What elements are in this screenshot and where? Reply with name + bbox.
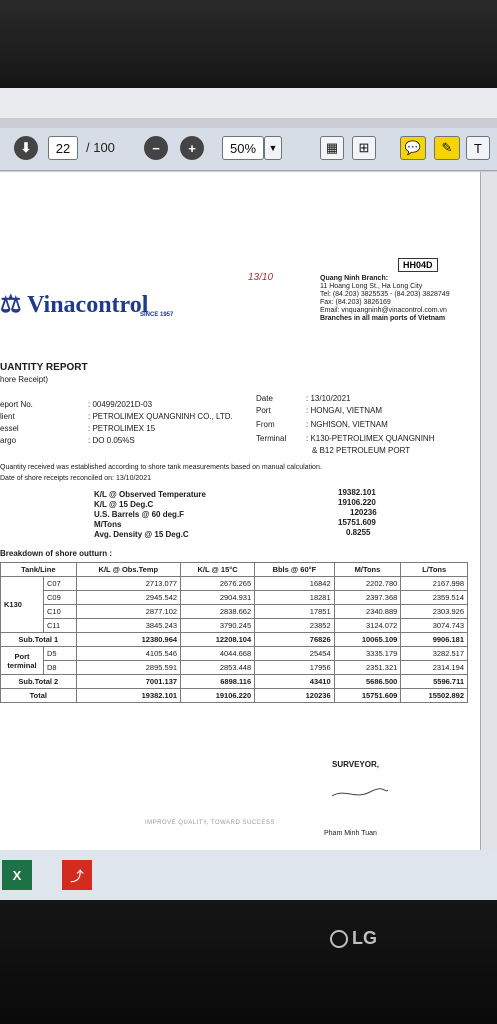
field-value: : HONGAI, VIETNAM	[306, 406, 383, 415]
value-cell: 7001.137	[76, 675, 180, 689]
summary-label: U.S. Barrels @ 60 deg.F	[94, 510, 185, 519]
form-code: HH04D	[398, 258, 438, 272]
table-row	[1, 605, 468, 619]
value-cell: 3845.243	[76, 619, 180, 633]
field-value: : DO 0.05%S	[88, 436, 135, 445]
value-cell: 3074.743	[401, 619, 468, 633]
document-page	[0, 172, 480, 852]
company-logo: ⚖ Vinacontrol	[0, 292, 149, 318]
value-cell: 2853.448	[181, 661, 255, 675]
value-cell: 12380.964	[76, 633, 180, 647]
value-cell: 2676.265	[181, 577, 255, 591]
signer-name: Pham Minh Tuan	[324, 830, 377, 837]
branch-address: 11 Hoang Long St., Ha Long City	[320, 283, 423, 290]
branch-list: Branches in all main ports of Vietnam	[320, 315, 446, 322]
field-value: : PETROLIMEX QUANGNINH CO., LTD.	[88, 412, 233, 421]
summary-label: K/L @ Observed Temperature	[94, 490, 206, 499]
header-cell: K/L @ Obs.Temp	[76, 563, 180, 577]
summary-value: 19382.101	[338, 488, 376, 497]
field-label: essel	[0, 424, 19, 433]
terminal-line2: & B12 PETROLEUM PORT	[312, 446, 411, 455]
summary-value: 120236	[350, 508, 377, 517]
vertical-scrollbar[interactable]	[480, 172, 497, 852]
value-cell: 9906.181	[401, 633, 468, 647]
field-label: Date	[256, 394, 273, 403]
pdf-toolbar	[0, 128, 497, 171]
value-cell: 3335.179	[334, 647, 401, 661]
value-cell: 19382.101	[76, 689, 180, 703]
field-label: Terminal	[256, 434, 287, 443]
company-since: SINCE 1957	[140, 312, 174, 318]
branch-email: Email: vnquangninh@vinacontrol.com.vn	[320, 307, 447, 314]
branch-fax: Fax: (84.203) 3826169	[320, 299, 391, 306]
screen	[0, 88, 497, 900]
summary-value: 19106.220	[338, 498, 376, 507]
report-subtitle: hore Receipt)	[0, 375, 49, 384]
breakdown-title: Breakdown of shore outturn :	[0, 549, 112, 558]
value-cell: 2167.998	[401, 577, 468, 591]
total-row	[1, 689, 468, 703]
value-cell: 2314.194	[401, 661, 468, 675]
table-row	[1, 619, 468, 633]
value-cell: 2202.780	[334, 577, 401, 591]
value-cell: 15751.609	[334, 689, 401, 703]
value-cell: 2397.368	[334, 591, 401, 605]
tank-cell: D5	[44, 647, 77, 661]
fit-page-icon[interactable]: ▦	[320, 136, 344, 160]
branch-tel: Tel: (84.203) 3825535 - (84.203) 3828749	[320, 291, 450, 298]
value-cell: 2340.889	[334, 605, 401, 619]
value-cell: 3282.517	[401, 647, 468, 661]
field-label: eport No.	[0, 400, 33, 409]
value-cell: 15502.892	[401, 689, 468, 703]
summary-label: M/Tons	[94, 520, 122, 529]
zoom-in-icon[interactable]: +	[180, 136, 204, 160]
zoom-level-input[interactable]: 50%	[222, 136, 264, 160]
total-label: Total	[1, 689, 77, 703]
field-label: argo	[0, 436, 17, 445]
value-cell: 10065.109	[334, 633, 401, 647]
summary-value: 15751.609	[338, 518, 376, 527]
value-cell: 2904.931	[181, 591, 255, 605]
surveyor-label: SURVEYOR,	[332, 760, 379, 769]
value-cell: 17851	[255, 605, 335, 619]
company-tagline: IMPROVE QUALITY, TOWARD SUCCESS	[145, 820, 275, 826]
zoom-dropdown-chevron-icon[interactable]: ▼	[264, 136, 282, 160]
value-cell: 2895.591	[76, 661, 180, 675]
value-cell: 2359.514	[401, 591, 468, 605]
header-cell: L/Tons	[401, 563, 468, 577]
header-cell: Tank/Line	[1, 563, 77, 577]
field-value: : K130-PETROLIMEX QUANGNINH	[306, 434, 435, 443]
group-label: Port terminal	[1, 647, 44, 675]
field-label: Port	[256, 406, 271, 415]
branch-title: Quang Ninh Branch:	[320, 275, 389, 282]
value-cell: 23852	[255, 619, 335, 633]
value-cell: 4044.668	[181, 647, 255, 661]
header-cell: K/L @ 15°C	[181, 563, 255, 577]
value-cell: 2303.926	[401, 605, 468, 619]
value-cell: 5596.711	[401, 675, 468, 689]
summary-label: Avg. Density @ 15 Deg.C	[94, 530, 189, 539]
value-cell: 4105.546	[76, 647, 180, 661]
statement-date: Date of shore receipts reconciled on: 13/10/2021	[0, 475, 151, 482]
value-cell: 25454	[255, 647, 335, 661]
table-row	[1, 577, 468, 591]
value-cell: 12208.104	[181, 633, 255, 647]
field-value: : 13/10/2021	[306, 394, 351, 403]
excel-icon[interactable]: X	[2, 860, 32, 890]
field-label: From	[256, 420, 275, 429]
page-total: / 100	[86, 140, 115, 155]
subtotal-row	[1, 633, 468, 647]
breakdown-table	[0, 562, 468, 703]
value-cell: 16842	[255, 577, 335, 591]
value-cell: 76826	[255, 633, 335, 647]
group-label: K130	[1, 577, 44, 633]
report-title: UANTITY REPORT	[0, 362, 88, 373]
tank-cell: C07	[44, 577, 77, 591]
value-cell: 2877.102	[76, 605, 180, 619]
highlight-tool-icon[interactable]: ✎	[434, 136, 460, 160]
field-label: lient	[0, 412, 15, 421]
taskbar	[0, 850, 497, 900]
next-page-icon[interactable]: ⬇	[14, 136, 38, 160]
table-row	[1, 661, 468, 675]
value-cell: 3124.072	[334, 619, 401, 633]
header-cell: Bbls @ 60°F	[255, 563, 335, 577]
value-cell: 17956	[255, 661, 335, 675]
text-tool-icon[interactable]: T	[466, 136, 490, 160]
fit-width-icon[interactable]: ⊞	[352, 136, 376, 160]
window-strip	[0, 88, 497, 118]
tank-cell: D8	[44, 661, 77, 675]
field-value: : 00499/2021D-03	[88, 400, 153, 409]
subtotal-row	[1, 675, 468, 689]
value-cell: 5686.500	[334, 675, 401, 689]
value-cell: 6898.116	[181, 675, 255, 689]
page-number-input[interactable]: 22	[48, 136, 78, 160]
pdf-reader-icon[interactable]: ⤴	[62, 860, 92, 890]
subtotal-label: Sub.Total 2	[1, 675, 77, 689]
field-value: : NGHISON, VIETNAM	[306, 420, 388, 429]
value-cell: 2945.542	[76, 591, 180, 605]
subtotal-label: Sub.Total 1	[1, 633, 77, 647]
value-cell: 19106.220	[181, 689, 255, 703]
comment-icon[interactable]: 💬	[400, 136, 426, 160]
value-cell: 2351.321	[334, 661, 401, 675]
value-cell: 120236	[255, 689, 335, 703]
monitor-bezel-bottom	[0, 900, 497, 1024]
header-cell: M/Tons	[334, 563, 401, 577]
value-cell: 3790.245	[181, 619, 255, 633]
value-cell: 2713.077	[76, 577, 180, 591]
field-value: : PETROLIMEX 15	[88, 424, 156, 433]
tank-cell: C10	[44, 605, 77, 619]
table-row	[1, 591, 468, 605]
tank-cell: C11	[44, 619, 77, 633]
tank-cell: C09	[44, 591, 77, 605]
table-header-row	[1, 563, 468, 577]
monitor-bezel-top	[0, 0, 497, 90]
value-cell: 18281	[255, 591, 335, 605]
table-row	[1, 647, 468, 661]
summary-value: 0.8255	[346, 528, 371, 537]
summary-label: K/L @ 15 Deg.C	[94, 500, 154, 509]
zoom-out-icon[interactable]: −	[144, 136, 168, 160]
value-cell: 2838.662	[181, 605, 255, 619]
monitor-brand-logo: LG	[330, 928, 377, 949]
handwritten-date-note: 13/10	[248, 272, 274, 283]
statement-method: Quantity received was established according to shore tank measurements based on manual calculation.	[0, 464, 322, 471]
value-cell: 43410	[255, 675, 335, 689]
lg-logo-icon	[330, 930, 348, 948]
signature-icon	[330, 782, 390, 802]
